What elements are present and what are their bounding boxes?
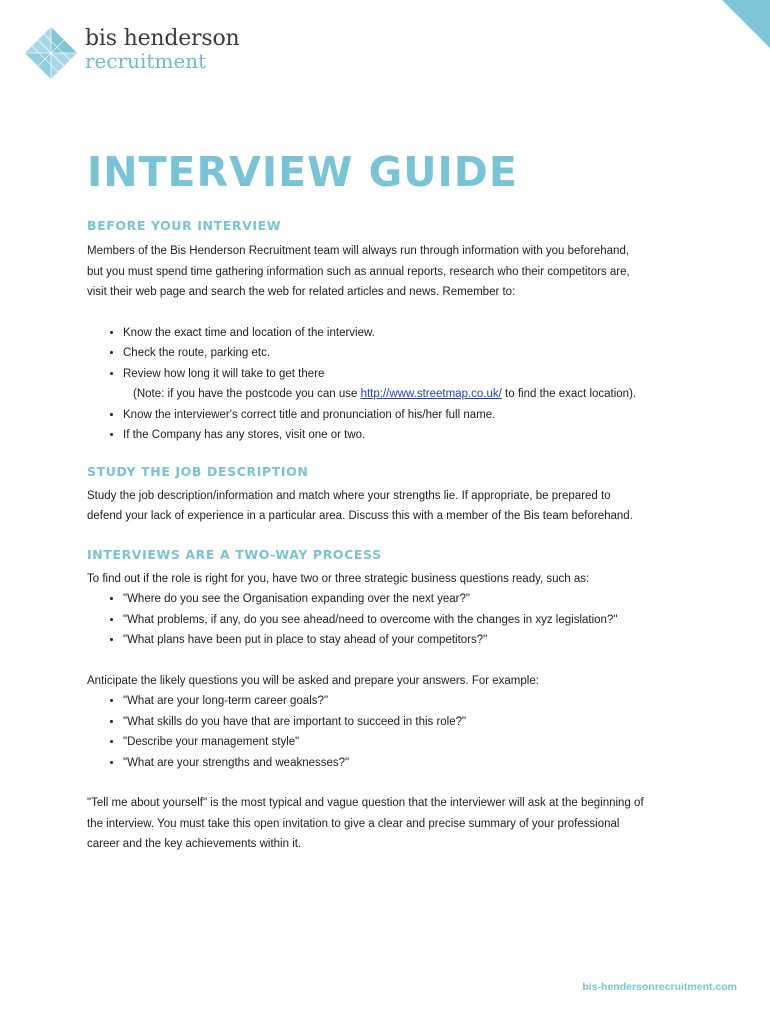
list-item: • Know the exact time and location of the interview.	[123, 323, 687, 344]
diamond-logo-icon	[24, 26, 78, 80]
list-item: • "What are your strengths and weaknesses?"	[123, 753, 687, 774]
brand-logo	[24, 26, 239, 80]
section-two-way-process	[87, 547, 687, 855]
text-line: career and the key achievements within it.	[87, 838, 302, 850]
text-line: defend your lack of experience in a particular area. Discuss this with a member of the Bis team beforehand.	[87, 510, 633, 522]
text-line: Members of the Bis Henderson Recruitment team will always run through information with you beforehand,	[87, 245, 630, 257]
list-item: • "What are your long-term career goals?"	[123, 691, 687, 712]
corner-decoration	[722, 0, 770, 48]
section-before-interview	[87, 218, 687, 446]
list-item: • Check the route, parking etc.	[123, 343, 687, 364]
paragraph: To find out if the role is right for you, have two or three strategic business questions ready, such as:	[87, 572, 590, 585]
list-item: • "Where do you see the Organisation expanding over the next year?"	[123, 589, 687, 610]
note-text: (Note: if you have the postcode you can use http://www.streetmap.co.uk/ to find the exact location).	[133, 388, 637, 400]
checklist	[87, 323, 687, 446]
list-item-text: Review how long it will take to get there	[123, 367, 325, 380]
paragraph	[87, 241, 687, 303]
list-item: • "What plans have been put in place to stay ahead of your competitors?"	[123, 630, 687, 651]
brand-subtitle: recruitment	[85, 49, 207, 73]
section-heading: INTERVIEWS ARE A TWO-WAY PROCESS	[87, 546, 382, 562]
page-title: INTERVIEW GUIDE	[87, 148, 518, 196]
list-item: • "What problems, if any, do you see ahead/need to overcome with the changes in xyz legislation?"	[123, 610, 687, 631]
list-item	[123, 364, 687, 405]
document-body	[87, 148, 687, 855]
list-item: • "What skills do you have that are important to succeed in this role?"	[123, 712, 687, 733]
paragraph	[87, 486, 687, 527]
list-item: • Know the interviewer's correct title and pronunciation of his/her full name.	[123, 405, 687, 426]
section-heading: BEFORE YOUR INTERVIEW	[87, 218, 282, 233]
list-item: • "Describe your management style"	[123, 732, 687, 753]
question-list	[87, 589, 687, 651]
brand-name: bis henderson	[85, 26, 240, 51]
text-line: the interview. You must take this open invitation to give a clear and precise summary of your professional	[87, 817, 620, 830]
streetmap-link[interactable]: http://www.streetmap.co.uk/	[360, 388, 502, 400]
text-line: Study the job description/information and match where your strengths lie. If appropriate, be prepared to	[87, 489, 611, 502]
paragraph: Anticipate the likely questions you will be asked and prepare your answers. For example:	[87, 674, 539, 687]
section-study-job	[87, 464, 687, 527]
text-line: but you must spend time gathering information such as annual reports, research who their competitors are,	[87, 265, 630, 278]
paragraph	[87, 793, 687, 855]
text-line: visit their web page and search the web for related articles and news. Remember to:	[87, 286, 516, 298]
section-heading: STUDY THE JOB DESCRIPTION	[87, 463, 309, 479]
text-line: "Tell me about yourself" is the most typical and vague question that the interviewer will ask at the beginning of	[87, 797, 644, 809]
likely-question-list	[87, 691, 687, 773]
footer-website[interactable]: bis-hendersonrecruitment.com	[582, 981, 737, 993]
list-item: • If the Company has any stores, visit one or two.	[123, 425, 687, 446]
